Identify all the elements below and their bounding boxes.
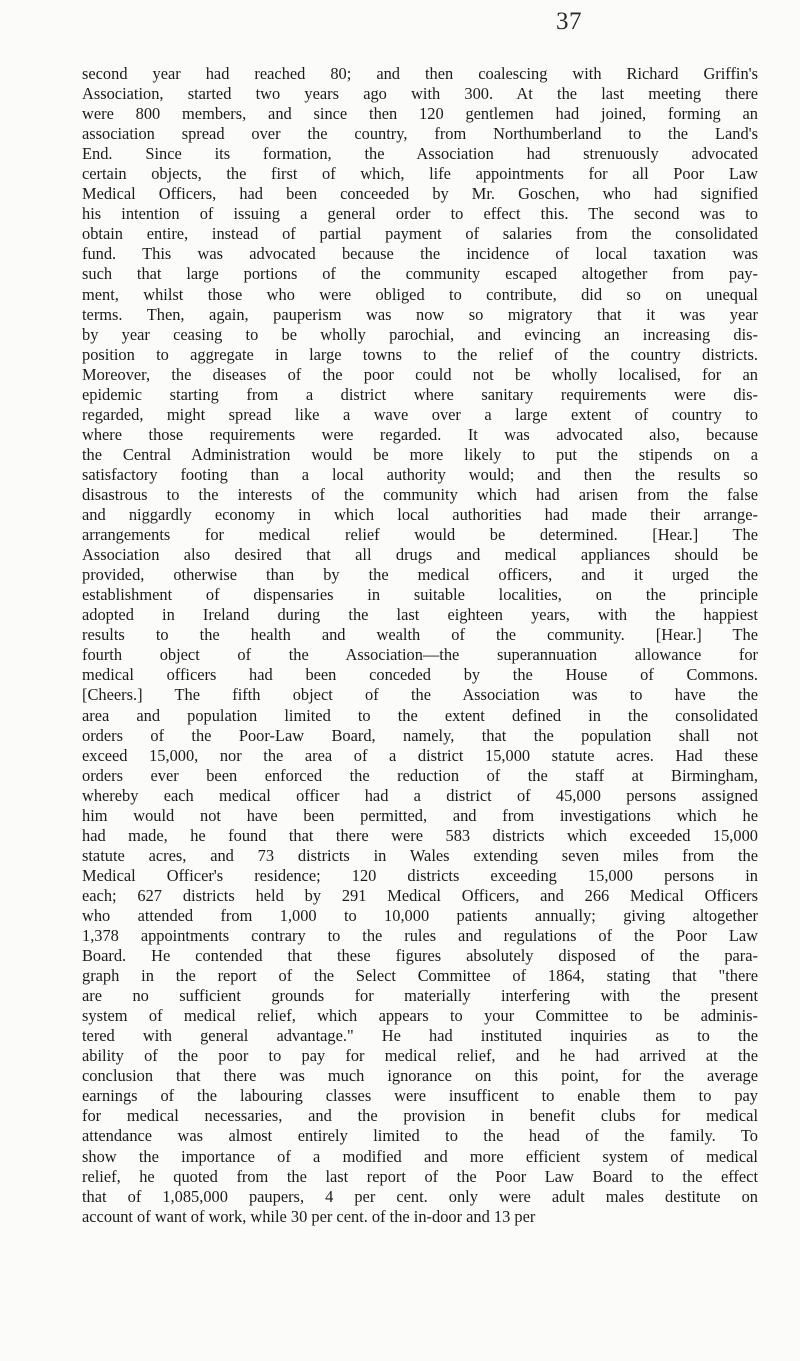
text-line: tered with general advantage." He had instituted inquiries as to the bbox=[82, 1026, 758, 1046]
text-line: exceed 15,000, nor the area of a district 15,000 statute acres. Had these bbox=[82, 745, 758, 765]
text-line: Medical Officer's residence; 120 districts exceeding 15,000 persons in bbox=[82, 865, 758, 885]
text-line: epidemic starting from a district where sanitary requirements were dis- bbox=[82, 384, 758, 404]
text-line: second year had reached 80; and then coalescing with Richard Griffin's bbox=[82, 64, 758, 83]
text-line: Association, started two years ago with 300. At the last meeting there bbox=[82, 84, 758, 104]
text-line: and niggardly economy in which local authorities had made their arrange- bbox=[82, 505, 758, 525]
text-line: Medical Officers, had been conceeded by Mr. Goschen, who had signified bbox=[82, 184, 758, 204]
text-line: him would not have been permitted, and from investigations which he bbox=[82, 805, 758, 825]
text-line: conclusion that there was much ignorance on this point, for the average bbox=[82, 1066, 758, 1086]
text-line: relief, he quoted from the last report of the Poor Law Board to the effect bbox=[82, 1166, 758, 1186]
text-line: who attended from 1,000 to 10,000 patients annually; giving altogether bbox=[82, 905, 758, 925]
text-line: medical officers had been conceded by the House of Commons. bbox=[82, 665, 758, 685]
text-line: [Cheers.] The fifth object of the Association was to have the bbox=[82, 685, 758, 705]
text-line: graph in the report of the Select Committee of 1864, stating that "there bbox=[82, 966, 758, 986]
text-line: satisfactory footing than a local authority would; and then the results so bbox=[82, 464, 758, 484]
body-text bbox=[82, 64, 758, 1227]
text-line: are no sufficient grounds for materially interfering with the present bbox=[82, 986, 758, 1006]
text-line: where those requirements were regarded. It was advocated also, because bbox=[82, 424, 758, 444]
text-line: arrangements for medical relief would be determined. [Hear.] The bbox=[82, 525, 758, 545]
text-line: for medical necessaries, and the provision in benefit clubs for medical bbox=[82, 1106, 758, 1126]
text-line: End. Since its formation, the Association had strenuously advocated bbox=[82, 144, 758, 164]
text-line: each; 627 districts held by 291 Medical Officers, and 266 Medical Officers bbox=[82, 885, 758, 905]
text-line: the Central Administration would be more likely to put the stipends on a bbox=[82, 444, 758, 464]
text-line: system of medical relief, which appears to your Committee to be adminis- bbox=[82, 1006, 758, 1026]
text-line: Association also desired that all drugs and medical appliances should be bbox=[82, 545, 758, 565]
text-line: show the importance of a modified and more efficient system of medical bbox=[82, 1146, 758, 1166]
text-line: were 800 members, and since then 120 gentlemen had joined, forming an bbox=[82, 104, 758, 124]
text-line: terms. Then, again, pauperism was now so migratory that it was year bbox=[82, 304, 758, 324]
text-line: 1,378 appointments contrary to the rules and regulations of the Poor Law bbox=[82, 926, 758, 946]
text-line: account of want of work, while 30 per cent. of the in-door and 13 per bbox=[82, 1206, 536, 1226]
text-line: obtain entire, instead of partial payment of salaries from the consolidated bbox=[82, 224, 758, 244]
text-line: Board. He contended that these figures absolutely disposed of the para- bbox=[82, 946, 758, 966]
text-line: his intention of issuing a general order to effect this. The second was to bbox=[82, 204, 758, 224]
text-line: Moreover, the diseases of the poor could not be wholly localised, for an bbox=[82, 364, 758, 384]
text-line: regarded, might spread like a wave over a large extent of country to bbox=[82, 404, 758, 424]
page-number: 37 bbox=[556, 8, 582, 35]
text-line: results to the health and wealth of the community. [Hear.] The bbox=[82, 625, 758, 645]
text-line: orders of the Poor-Law Board, namely, that the population shall not bbox=[82, 725, 758, 745]
text-line: association spread over the country, from Northumberland to the Land's bbox=[82, 124, 758, 144]
text-line: ability of the poor to pay for medical relief, and he had arrived at the bbox=[82, 1046, 758, 1066]
text-line: disastrous to the interests of the community which had arisen from the false bbox=[82, 484, 758, 504]
text-line: such that large portions of the community escaped altogether from pay- bbox=[82, 264, 758, 284]
text-line: certain objects, the first of which, life appointments for all Poor Law bbox=[82, 164, 758, 184]
text-line: that of 1,085,000 paupers, 4 per cent. only were adult males destitute on bbox=[82, 1186, 758, 1206]
text-line: fourth object of the Association—the superannuation allowance for bbox=[82, 645, 758, 665]
text-line: had made, he found that there were 583 districts which exceeded 15,000 bbox=[82, 825, 758, 845]
text-line: attendance was almost entirely limited to the head of the family. To bbox=[82, 1126, 758, 1146]
text-line: by year ceasing to be wholly parochial, and evincing an increasing dis- bbox=[82, 324, 758, 344]
text-line: earnings of the labouring classes were insufficent to enable them to pay bbox=[82, 1086, 758, 1106]
text-line: statute acres, and 73 districts in Wales extending seven miles from the bbox=[82, 845, 758, 865]
text-line: whereby each medical officer had a district of 45,000 persons assigned bbox=[82, 785, 758, 805]
text-line: area and population limited to the extent defined in the consolidated bbox=[82, 705, 758, 725]
text-line: establishment of dispensaries in suitable localities, on the principle bbox=[82, 585, 758, 605]
text-line: provided, otherwise than by the medical officers, and it urged the bbox=[82, 565, 758, 585]
text-line: ment, whilst those who were obliged to contribute, did so on unequal bbox=[82, 284, 758, 304]
text-line: fund. This was advocated because the incidence of local taxation was bbox=[82, 244, 758, 264]
text-line: position to aggregate in large towns to the relief of the country districts. bbox=[82, 344, 758, 364]
text-line: orders ever been enforced the reduction of the staff at Birmingham, bbox=[82, 765, 758, 785]
text-line: adopted in Ireland during the last eighteen years, with the happiest bbox=[82, 605, 758, 625]
